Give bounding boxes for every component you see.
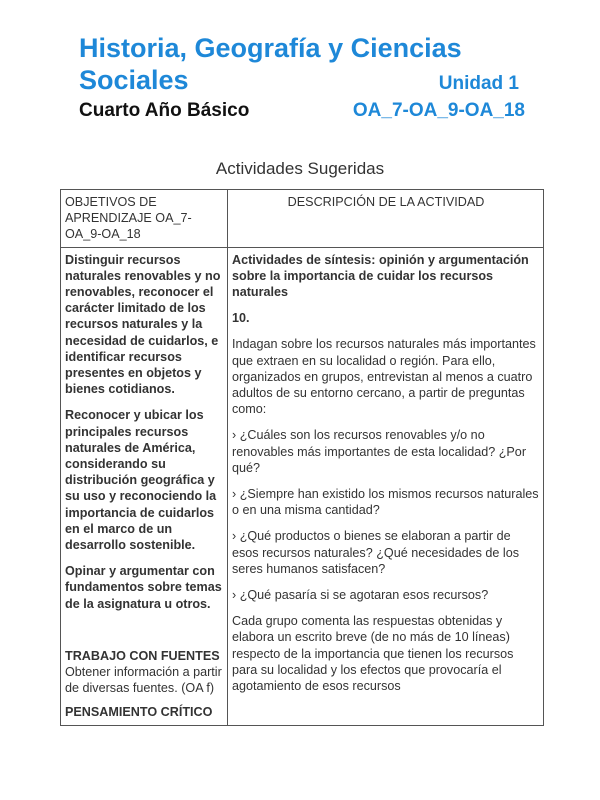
grade-row <box>79 100 529 122</box>
unit-label: Unidad 1 <box>438 73 519 94</box>
table-row <box>61 247 544 725</box>
subject-title-line1: Historia, Geografía y Ciencias <box>79 33 462 63</box>
question-1: › ¿Cuáles son los recursos renovables y/o no renovables más importantes de esta localidad? ¿Por qué? <box>232 428 527 475</box>
activity-intro: Indagan sobre los recursos naturales más importantes que extraen en su localidad o región. Para ello, organizados en grupos, entrevistan al menos a cuatro adultos de su entorno cercano, a partir de preguntas como: <box>232 337 536 417</box>
spacer <box>65 622 224 648</box>
table-header-row <box>61 190 544 248</box>
objective-1: Distinguir recursos naturales renovables y no renovables, reconocer el carácter limitado de los recursos naturales y la necesidad de cuidarlos, e identificar recursos presentes en objetos y bienes cotidianos. <box>65 252 221 397</box>
objective-2: Reconocer y ubicar los principales recursos naturales de América, considerando su distribución geográfica y su uso y reconociendo la importancia de cuidarlos en el marco de un desarrollo sostenible. <box>65 408 217 553</box>
header-description: DESCRIPCIÓN DE LA ACTIVIDAD <box>228 190 544 248</box>
page-header <box>79 32 529 122</box>
activity-title: Actividades de síntesis: opinión y argumentación sobre la importancia de cuidar los recursos naturales <box>232 252 529 300</box>
header-objectives: OBJETIVOS DE APRENDIZAJE OA_7-OA_9-OA_18 <box>61 190 228 248</box>
question-4: › ¿Qué pasaría si se agotaran esos recursos? <box>232 588 489 603</box>
objective-codes: OA_7-OA_9-OA_18 <box>352 100 525 121</box>
question-3: › ¿Qué productos o bienes se elaboran a partir de esos recursos naturales? ¿Qué necesidades de los seres humanos satisfacen? <box>232 529 520 576</box>
description-cell <box>228 247 544 725</box>
grade-label: Cuarto Año Básico <box>79 100 250 121</box>
skill-1-title: TRABAJO CON FUENTES <box>65 648 220 663</box>
section-title: Actividades Sugeridas <box>215 159 385 178</box>
activities-table <box>60 189 544 726</box>
objectives-cell <box>61 247 228 725</box>
skill-1-text: Obtener información a partir de diversas fuentes. (OA f) <box>65 665 222 696</box>
subject-title-line2: Sociales <box>79 65 189 95</box>
title-row <box>79 64 529 96</box>
activity-closing: Cada grupo comenta las respuestas obtenidas y elabora un escrito breve (de no más de 10 líneas) respecto de la importancia que tienen los recursos para su localidad y los efectos que provocaría el agotamiento de esos recursos <box>232 614 514 694</box>
activity-number: 10. <box>232 311 250 326</box>
skill-2-title: PENSAMIENTO CRÍTICO <box>65 705 213 720</box>
objective-3: Opinar y argumentar con fundamentos sobre temas de la asignatura u otros. <box>65 564 222 611</box>
question-2: › ¿Siempre han existido los mismos recursos naturales o en una misma cantidad? <box>232 487 539 518</box>
